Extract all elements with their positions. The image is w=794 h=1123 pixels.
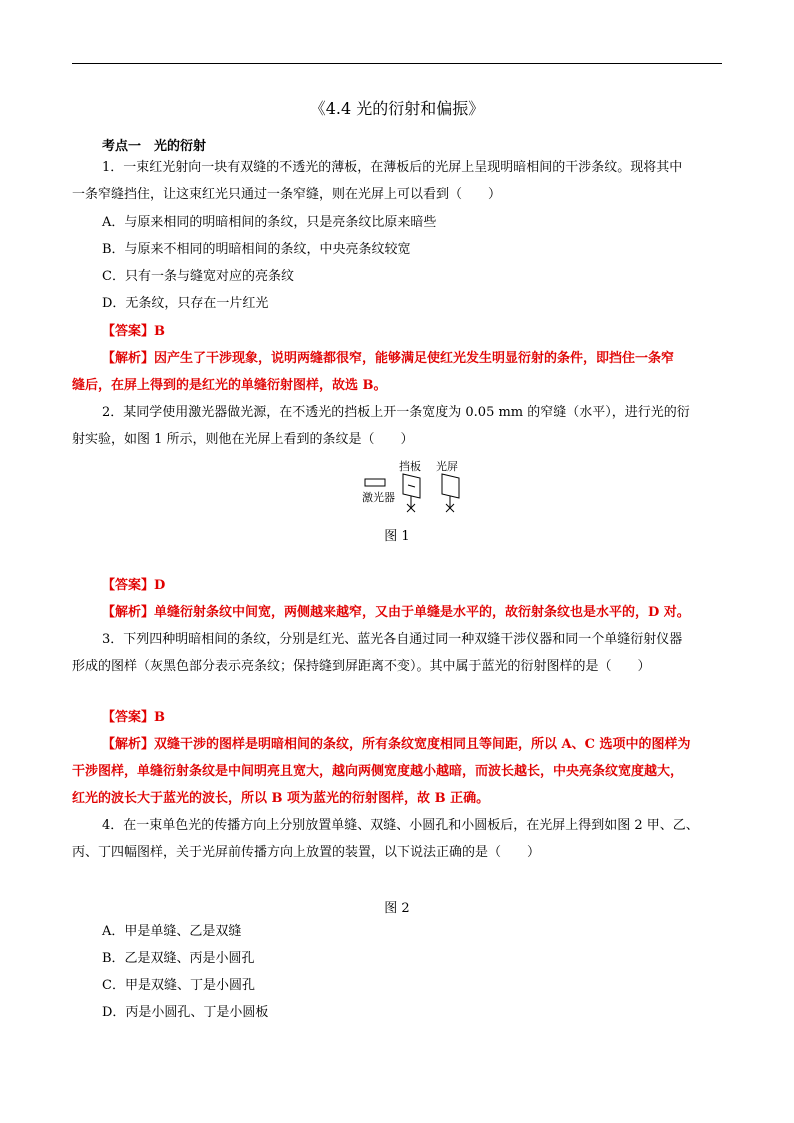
q4-stem-line1: 4．在一束单色光的传播方向上分别放置单缝、双缝、小圆孔和小圆板后，在光屏上得到如图 2 甲、乙、 — [102, 818, 699, 833]
laser-icon — [365, 479, 385, 486]
q1-option-a: A．与原来相同的明暗相间的条纹，只是亮条纹比原来暗些 — [102, 215, 437, 230]
q4-stem-line2: 丙、丁四幅图样，关于光屏前传播方向上放置的装置，以下说法正确的是（ ） — [72, 845, 541, 860]
q2-analysis: 【解析】单缝衍射条纹中间宽，两侧越来越窄，又由于单缝是水平的，故衍射条纹也是水平的，D 对。 — [102, 605, 690, 620]
q1-option-d: D．无条纹，只存在一片红光 — [102, 296, 269, 311]
q4-option-a: A．甲是单缝、乙是双缝 — [102, 924, 242, 939]
q1-answer: 【答案】B — [102, 324, 165, 339]
q1-option-b: B．与原来不相同的明暗相间的条纹，中央亮条纹较宽 — [102, 242, 411, 257]
q2-stem-line2: 射实验，如图 1 所示，则他在光屏上看到的条纹是（ ） — [72, 432, 414, 447]
page-title: 《4.4 光的衍射和偏振》 — [309, 99, 485, 118]
header-rule — [72, 63, 722, 64]
q3-analysis-line2: 干涉图样，单缝衍射条纹是中间明亮且宽大，越向两侧宽度越小越暗，而波长越长，中央亮条纹宽度越大， — [72, 764, 684, 779]
q3-analysis-line3: 红光的波长大于蓝光的波长，所以 B 项为蓝光的衍射图样，故 B 正确。 — [72, 791, 490, 806]
q4-option-c: C．甲是双缝、丁是小圆孔 — [102, 978, 255, 993]
screen-icon — [442, 474, 459, 498]
q3-stem-line2: 形成的图样（灰黑色部分表示亮条纹；保持缝到屏距离不变）。其中属于蓝光的衍射图样的是（ ） — [72, 659, 651, 674]
q3-analysis-line1: 【解析】双缝干涉的图样是明暗相间的条纹，所有条纹宽度相同且等间距，所以 A、C 选项中的图样为 — [102, 737, 691, 752]
q1-stem-line2: 一条窄缝挡住，让这束红光只通过一条窄缝，则在光屏上可以看到（ ） — [72, 187, 502, 202]
q1-analysis-line1: 【解析】因产生了干涉现象，说明两缝都很窄，能够满足使红光发生明显衍射的条件，即挡住一条窄 — [102, 351, 675, 366]
q1-option-c: C．只有一条与缝宽对应的亮条纹 — [102, 269, 294, 284]
q2-answer: 【答案】D — [102, 578, 166, 593]
q3-answer: 【答案】B — [102, 710, 165, 725]
figure-1-label-laser: 激光器 — [362, 491, 395, 504]
q1-stem-line1: 1．一束红光射向一块有双缝的不透光的薄板，在薄板后的光屏上呈现明暗相间的干涉条纹。现将其中 — [102, 160, 683, 175]
q3-stem-line1: 3．下列四种明暗相间的条纹，分别是红光、蓝光各自通过同一种双缝干涉仪器和同一个单缝衍射仪器 — [102, 632, 683, 647]
q4-option-b: B．乙是双缝、丙是小圆孔 — [102, 951, 255, 966]
q4-option-d: D．丙是小圆孔、丁是小圆板 — [102, 1005, 269, 1020]
q2-stem-line1: 2．某同学使用激光器做光源，在不透光的挡板上开一条宽度为 0.05 mm 的窄缝（水平），进行光的衍 — [102, 405, 690, 420]
slit-icon — [408, 485, 415, 487]
section-heading: 考点一 光的衍射 — [102, 139, 207, 154]
figure-2-caption: 图 2 — [384, 901, 410, 916]
q1-analysis-line2: 缝后，在屏上得到的是红光的单缝衍射图样，故选 B。 — [72, 378, 387, 393]
figure-1-caption: 图 1 — [384, 529, 410, 544]
figure-1-label-baffle: 挡板 — [399, 460, 421, 473]
figure-1-label-screen: 光屏 — [436, 460, 458, 473]
